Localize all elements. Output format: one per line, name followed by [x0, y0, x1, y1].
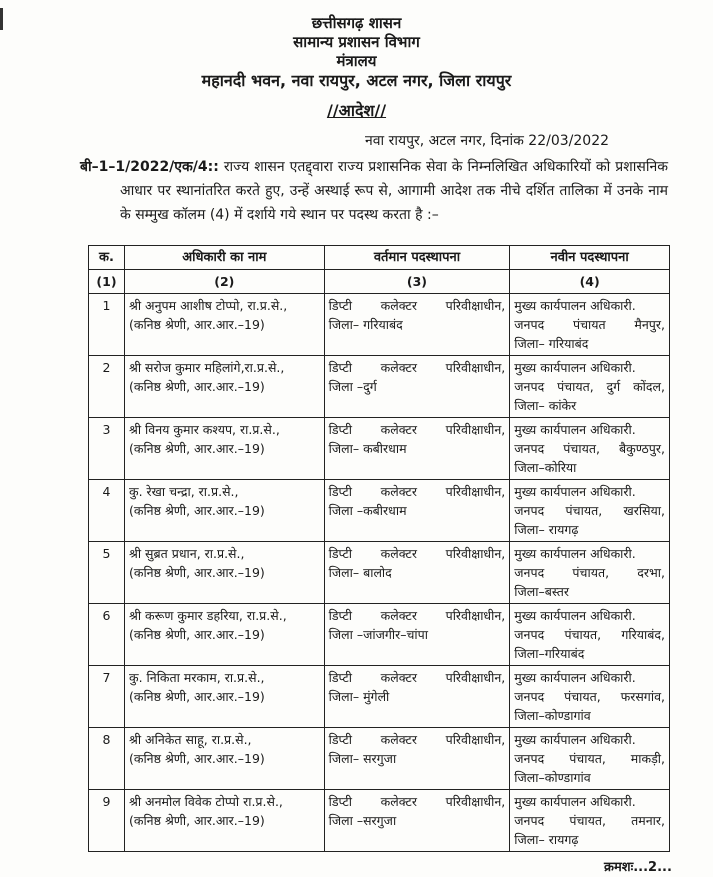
officer-name-cell — [124, 790, 324, 852]
new-block: जनपद पंचायत, गरियाबंद, — [514, 627, 665, 642]
officer-name-cell — [124, 418, 324, 480]
intro-paragraph — [80, 155, 668, 227]
col-number-3: (3) — [324, 270, 510, 294]
continuation-note: क्रमशः...2... — [604, 860, 672, 875]
new-posting-cell — [510, 356, 670, 418]
new-district: जिला–कोरिया — [514, 460, 577, 475]
reference-number: बी–1–1/2022/एक/4:: — [80, 159, 219, 175]
row-sn: 1 — [89, 294, 125, 356]
officer-grade: (कनिष्ठ श्रेणी, आर.आर.–19) — [128, 627, 265, 642]
new-posting-cell — [510, 542, 670, 604]
current-district: जिला –कबीरधाम — [328, 503, 407, 518]
table-row — [89, 356, 670, 418]
new-district: जिला–कोण्डागांव — [514, 708, 591, 723]
new-block: जनपद पंचायत, दरभा, — [514, 565, 665, 580]
table-row — [89, 480, 670, 542]
officer-name: श्री अनुपम आशीष टोप्पो, रा.प्र.से., — [128, 298, 288, 313]
new-block: जनपद पंचायत मैनपुर, — [514, 317, 665, 332]
table-header-row — [89, 246, 670, 270]
officer-grade: (कनिष्ठ श्रेणी, आर.आर.–19) — [128, 379, 265, 394]
current-posting-cell — [324, 790, 510, 852]
officer-name: श्री विनय कुमार कश्यप, रा.प्र.से., — [128, 422, 280, 437]
officer-grade: (कनिष्ठ श्रेणी, आर.आर.–19) — [128, 813, 265, 828]
new-posting-cell — [510, 480, 670, 542]
current-posting-cell — [324, 480, 510, 542]
officer-grade: (कनिष्ठ श्रेणी, आर.आर.–19) — [128, 317, 265, 332]
officer-grade: (कनिष्ठ श्रेणी, आर.आर.–19) — [128, 565, 265, 580]
header-state: छत्तीसगढ़ शासन — [311, 14, 402, 32]
current-designation: डिप्टी कलेक्टर परिवीक्षाधीन, — [328, 794, 506, 809]
new-posting-cell — [510, 666, 670, 728]
new-block: जनपद पंचायत, तमनार, — [514, 813, 665, 828]
current-designation: डिप्टी कलेक्टर परिवीक्षाधीन, — [328, 298, 506, 313]
row-sn: 4 — [89, 480, 125, 542]
new-block: जनपद पंचायत, माकड़ी, — [514, 751, 665, 766]
header-address: महानदी भवन, नवा रायपुर, अटल नगर, जिला रायपुर — [201, 71, 512, 90]
current-district: जिला –जांजगीर–चांपा — [328, 627, 429, 642]
officer-name-cell — [124, 356, 324, 418]
col-header-sn: क. — [89, 246, 125, 270]
current-designation: डिप्टी कलेक्टर परिवीक्षाधीन, — [328, 484, 506, 499]
new-district: जिला– रायगढ़ — [514, 522, 579, 537]
new-district: जिला–कोण्डागांव — [514, 770, 591, 785]
date-line: नवा रायपुर, अटल नगर, दिनांक 22/03/2022 — [365, 133, 610, 149]
officer-name: श्री सुब्रत प्रधान, रा.प्र.से., — [128, 546, 245, 561]
new-block: जनपद पंचायत, बैकुण्ठपुर, — [514, 441, 665, 456]
current-designation: डिप्टी कलेक्टर परिवीक्षाधीन, — [328, 608, 506, 623]
new-designation: मुख्य कार्यपालन अधिकारी. — [514, 298, 636, 313]
officer-grade: (कनिष्ठ श्रेणी, आर.आर.–19) — [128, 441, 265, 456]
transfer-table — [88, 245, 670, 852]
current-district: जिला –दुर्ग — [328, 379, 377, 394]
header-department: सामान्य प्रशासन विभाग — [293, 33, 420, 51]
new-designation: मुख्य कार्यपालन अधिकारी. — [514, 484, 636, 499]
row-sn: 8 — [89, 728, 125, 790]
current-district: जिला– गरियाबंद — [328, 317, 403, 332]
table-row — [89, 418, 670, 480]
current-district: जिला– सरगुजा — [328, 751, 397, 766]
new-designation: मुख्य कार्यपालन अधिकारी. — [514, 422, 636, 437]
current-posting-cell — [324, 728, 510, 790]
officer-name: श्री करूण कुमार डहरिया, रा.प्र.से., — [128, 608, 287, 623]
current-designation: डिप्टी कलेक्टर परिवीक्षाधीन, — [328, 546, 506, 561]
officer-name-cell — [124, 480, 324, 542]
row-sn: 2 — [89, 356, 125, 418]
col-header-current: वर्तमान पदस्थापना — [324, 246, 510, 270]
new-designation: मुख्य कार्यपालन अधिकारी. — [514, 608, 636, 623]
new-designation: मुख्य कार्यपालन अधिकारी. — [514, 670, 636, 685]
row-sn: 3 — [89, 418, 125, 480]
officer-grade: (कनिष्ठ श्रेणी, आर.आर.–19) — [128, 503, 265, 518]
current-designation: डिप्टी कलेक्टर परिवीक्षाधीन, — [328, 422, 506, 437]
new-designation: मुख्य कार्यपालन अधिकारी. — [514, 546, 636, 561]
new-district: जिला– कांकेर — [514, 398, 577, 413]
officer-grade: (कनिष्ठ श्रेणी, आर.आर.–19) — [128, 689, 265, 704]
column-number-row — [89, 270, 670, 294]
current-posting-cell — [324, 604, 510, 666]
new-district: जिला–गरियाबंद — [514, 646, 585, 661]
header-ministry: मंत्रालय — [336, 52, 377, 70]
new-block: जनपद पंचायत, खरसिया, — [514, 503, 665, 518]
col-header-name: अधिकारी का नाम — [124, 246, 324, 270]
current-posting-cell — [324, 666, 510, 728]
officer-name-cell — [124, 604, 324, 666]
row-sn: 6 — [89, 604, 125, 666]
officer-name-cell — [124, 294, 324, 356]
current-posting-cell — [324, 356, 510, 418]
current-posting-cell — [324, 418, 510, 480]
officer-name-cell — [124, 666, 324, 728]
current-district: जिला– मुंगेली — [328, 689, 390, 704]
new-designation: मुख्य कार्यपालन अधिकारी. — [514, 360, 636, 375]
table-row — [89, 666, 670, 728]
current-posting-cell — [324, 542, 510, 604]
table-row — [89, 542, 670, 604]
row-sn: 5 — [89, 542, 125, 604]
table-row — [89, 728, 670, 790]
new-posting-cell — [510, 728, 670, 790]
new-posting-cell — [510, 418, 670, 480]
new-block: जनपद पंचायत, फरसगांव, — [514, 689, 665, 704]
officer-name: श्री अनमोल विवेक टोप्पो रा.प्र.से., — [128, 794, 283, 809]
officer-name: कु. रेखा चन्द्रा, रा.प्र.से., — [128, 484, 239, 499]
current-district: जिला– कबीरधाम — [328, 441, 407, 456]
col-number-4: (4) — [510, 270, 670, 294]
new-posting-cell — [510, 604, 670, 666]
current-district: जिला –सरगुजा — [328, 813, 397, 828]
new-designation: मुख्य कार्यपालन अधिकारी. — [514, 794, 636, 809]
col-number-1: (1) — [89, 270, 125, 294]
new-posting-cell — [510, 790, 670, 852]
document-header — [0, 14, 713, 90]
col-number-2: (2) — [124, 270, 324, 294]
current-designation: डिप्टी कलेक्टर परिवीक्षाधीन, — [328, 670, 506, 685]
table-row — [89, 294, 670, 356]
officer-name: कु. निकिता मरकाम, रा.प्र.से., — [128, 670, 265, 685]
officer-name-cell — [124, 728, 324, 790]
new-block: जनपद पंचायत, दुर्ग कोंदल, — [514, 379, 665, 394]
officer-name-cell — [124, 542, 324, 604]
table-row — [89, 790, 670, 852]
current-district: जिला– बालोद — [328, 565, 392, 580]
current-designation: डिप्टी कलेक्टर परिवीक्षाधीन, — [328, 360, 506, 375]
current-posting-cell — [324, 294, 510, 356]
new-district: जिला– रायगढ़ — [514, 832, 579, 847]
row-sn: 7 — [89, 666, 125, 728]
table-row — [89, 604, 670, 666]
col-header-new: नवीन पदस्थापना — [510, 246, 670, 270]
order-title: //आदेश// — [326, 101, 387, 120]
current-designation: डिप्टी कलेक्टर परिवीक्षाधीन, — [328, 732, 506, 747]
new-posting-cell — [510, 294, 670, 356]
new-district: जिला– गरियाबंद — [514, 336, 589, 351]
officer-grade: (कनिष्ठ श्रेणी, आर.आर.–19) — [128, 751, 265, 766]
row-sn: 9 — [89, 790, 125, 852]
intro-text: राज्य शासन एतद्द्वारा राज्य प्रशासनिक सेवा के निम्नलिखित अधिकारियों को प्रशासनिक आधार पर स्थानांतरित करते हुए, उन्हें अस्थाई रूप से, आगामी आदेश तक नीचे दर्शित तालिका में उनके नाम के सम्मुख कॉलम (4) में दर्शाये गये स्थान पर पदस्थ करता है :– — [120, 159, 668, 223]
new-district: जिला–बस्तर — [514, 584, 569, 599]
officer-name: श्री अनिकेत साहू, रा.प्र.से., — [128, 732, 252, 747]
new-designation: मुख्य कार्यपालन अधिकारी. — [514, 732, 636, 747]
officer-name: श्री सरोज कुमार महिलांगे,रा.प्र.से., — [128, 360, 285, 375]
